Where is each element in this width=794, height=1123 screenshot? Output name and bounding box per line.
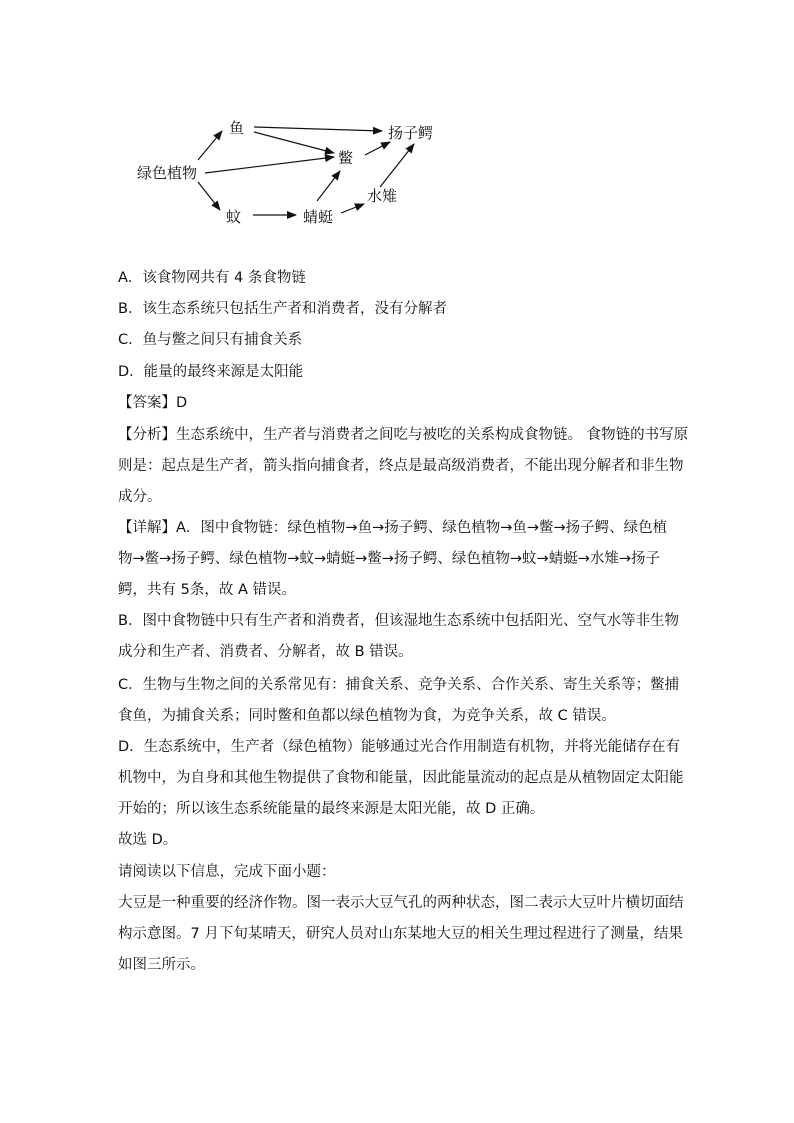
arrow-plant-turtle — [205, 157, 334, 173]
food-web-diagram — [0, 0, 794, 240]
node-alligator: 扬子鳄 — [388, 124, 434, 142]
node-plant: 绿色植物 — [137, 164, 198, 182]
option-d: D．能量的最终来源是太阳能 — [118, 364, 304, 380]
node-dragonfly: 蜻蜓 — [303, 208, 334, 226]
passage-line: 如图三所示。 — [118, 957, 205, 973]
option-a: A．该食物网共有 4 条食物链 — [118, 270, 306, 286]
analysis-line: 【分析】生态系统中，生产者与消费者之间吃与被吃的关系构成食物链。 食物链的书写原 — [118, 427, 689, 443]
arrow-plant-mosquito — [198, 182, 220, 210]
detail-line: 【详解】A．图中食物链：绿色植物→鱼→扬子鳄、绿色植物→鱼→鳖→扬子鳄、绿色植 — [118, 520, 668, 536]
detail-line: 物→鳖→扬子鳄、绿色植物→蚊→蜻蜓→鳖→扬子鳄、绿色植物→蚊→蜻蜓→水雉→扬子 — [118, 551, 660, 567]
passage-line: 构示意图。7 月下旬某晴天，研究人员对山东某地大豆的相关生理过程进行了测量，结果 — [118, 926, 683, 942]
detail-line: C．生物与生物之间的关系常见有：捕食关系、竞争关系、合作关系、寄生关系等；鳖捕 — [118, 677, 680, 693]
detail-line: 机物中，为自身和其他生物提供了食物和能量，因此能量流动的起点是从植物固定太阳能 — [118, 770, 684, 786]
passage-line: 大豆是一种重要的经济作物。图一表示大豆气孔的两种状态，图二表示大豆叶片横切面结 — [118, 895, 684, 911]
detail-line: 食鱼，为捕食关系；同时鳖和鱼都以绿色植物为食，为竞争关系，故 C 错误。 — [118, 708, 616, 724]
node-turtle: 鳖 — [338, 149, 354, 167]
option-c: C．鱼与鳖之间只有捕食关系 — [118, 332, 303, 348]
detail-line: B．图中食物链中只有生产者和消费者，但该湿地生态系统中包括阳光、空气水等非生物 — [118, 613, 679, 629]
node-fish: 鱼 — [229, 119, 245, 137]
arrow-turtle-alligator — [365, 142, 390, 155]
node-waterbird: 水雉 — [367, 187, 398, 205]
instruction-line: 请阅读以下信息，完成下面小题： — [118, 864, 336, 880]
detail-line: 开始的；所以该生态系统能量的最终来源是太阳光能，故 D 正确。 — [118, 801, 545, 817]
node-mosquito: 蚊 — [226, 208, 242, 226]
arrow-fish-alligator — [254, 127, 382, 131]
detail-line: 鳄，共有 5条，故 A 错误。 — [118, 582, 296, 598]
option-b: B．该生态系统只包括生产者和消费者，没有分解者 — [118, 301, 447, 317]
analysis-line: 成分。 — [118, 489, 162, 505]
arrow-dragonfly-waterbird — [341, 204, 364, 213]
analysis-line: 则是：起点是生产者，箭头指向捕食者，终点是最高级消费者，不能出现分解者和非生物 — [118, 458, 684, 474]
arrow-dragonfly-turtle — [317, 171, 340, 201]
arrow-waterbird-alligator — [380, 144, 414, 187]
detail-line: 故选 D。 — [118, 832, 178, 848]
arrow-plant-fish — [198, 131, 222, 160]
detail-line: 成分和生产者、消费者、分解者，故 B 错误。 — [118, 644, 413, 660]
detail-line: D．生态系统中，生产者（绿色植物）能够通过光合作用制造有机物，并将光能储存在有 — [118, 739, 681, 755]
arrow-fish-turtle — [254, 132, 334, 153]
answer-line: 【答案】D — [118, 395, 188, 411]
